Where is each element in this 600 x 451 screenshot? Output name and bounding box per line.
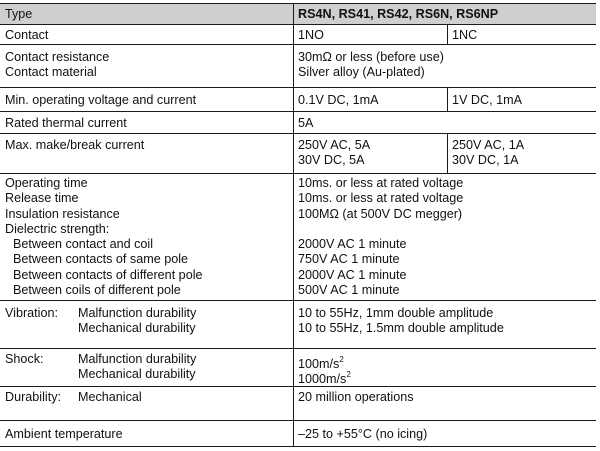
shock-values	[298, 352, 351, 387]
max-current-no-ac: 250V AC, 5A	[298, 138, 371, 152]
resistance-value	[298, 50, 444, 81]
release-time-label: Release time	[5, 191, 79, 206]
durability-value: 20 million operations	[298, 390, 414, 404]
row-min-voltage	[0, 87, 596, 112]
row-contact	[0, 24, 596, 45]
contact-resistance-label: Contact resistance	[5, 50, 110, 64]
divider	[293, 25, 294, 45]
contact-material-label: Contact material	[5, 65, 97, 80]
insulation-label: Insulation resistance	[5, 206, 120, 221]
row-electrical	[0, 173, 596, 301]
min-voltage-no: 0.1V DC, 1mA	[298, 93, 379, 107]
divider	[293, 387, 294, 421]
max-current-nc	[452, 138, 524, 169]
divider	[293, 45, 294, 88]
electrical-labels	[5, 176, 203, 298]
type-label: Type	[5, 7, 33, 21]
max-current-nc-ac: 250V AC, 1A	[452, 138, 525, 152]
dielectric-diff-pole-label: Between contacts of different pole	[13, 267, 203, 282]
row-max-current	[0, 133, 596, 174]
contact-label: Contact	[5, 28, 49, 42]
contact-material-value: Silver alloy (Au-plated)	[298, 65, 425, 80]
ambient-label: Ambient temperature	[5, 427, 123, 441]
min-voltage-label: Min. operating voltage and current	[5, 93, 197, 107]
divider	[447, 25, 448, 45]
contact-nc: 1NC	[452, 28, 478, 42]
contact-resistance-value: 30mΩ or less (before use)	[298, 50, 444, 64]
operating-time-label: Operating time	[5, 176, 88, 190]
divider	[293, 421, 294, 446]
dielectric-value	[298, 222, 463, 237]
row-vibration	[0, 300, 596, 349]
divider	[293, 4, 294, 25]
electrical-values	[298, 176, 463, 298]
dielectric-same-pole-value: 750V AC 1 minute	[298, 252, 400, 267]
max-current-nc-dc: 30V DC, 1A	[452, 153, 519, 168]
row-shock	[0, 348, 596, 387]
vibration-malfunction-label: Malfunction durability	[78, 306, 197, 320]
vibration-mechanical-value: 10 to 55Hz, 1.5mm double amplitude	[298, 321, 504, 336]
divider	[293, 174, 294, 301]
divider	[447, 134, 448, 174]
dielectric-coils-label: Between coils of different pole	[13, 283, 181, 298]
vibration-label: Vibration:	[5, 306, 58, 320]
row-type	[0, 3, 596, 25]
exponent: 2	[346, 370, 351, 380]
resistance-label	[5, 50, 109, 81]
row-ambient	[0, 420, 596, 447]
vibration-mechanical-label: Mechanical durability	[78, 321, 196, 336]
vibration-malfunction-value: 10 to 55Hz, 1mm double amplitude	[298, 306, 494, 320]
thermal-label: Rated thermal current	[5, 116, 127, 130]
dielectric-contact-coil-value: 2000V AC 1 minute	[298, 237, 407, 252]
shock-malfunction-label: Malfunction durability	[78, 352, 197, 366]
row-durability	[0, 386, 596, 421]
operating-time-value: 10ms. or less at rated voltage	[298, 176, 464, 190]
divider	[293, 301, 294, 349]
divider	[293, 349, 294, 387]
dielectric-diff-pole-value: 2000V AC 1 minute	[298, 267, 407, 282]
ambient-value: –25 to +55°C (no icing)	[298, 427, 428, 441]
shock-malfunction-value: $100m/s^2$	[298, 355, 344, 371]
divider	[293, 134, 294, 174]
row-thermal	[0, 111, 596, 134]
divider	[447, 88, 448, 112]
shock-label: Shock:	[5, 352, 44, 366]
durability-sublabel: Mechanical	[78, 390, 142, 404]
row-resistance	[0, 44, 596, 88]
dielectric-contact-coil-label: Between contact and coil	[13, 237, 154, 252]
max-current-label: Max. make/break current	[5, 138, 145, 152]
shock-mechanical-value: $1000m/s^2$	[298, 370, 351, 387]
release-time-value: 10ms. or less at rated voltage	[298, 191, 464, 206]
thermal-value: 5A	[298, 116, 314, 130]
exponent: 2	[339, 355, 344, 364]
dielectric-same-pole-label: Between contacts of same pole	[13, 252, 189, 267]
divider	[293, 112, 294, 134]
divider	[293, 88, 294, 112]
dielectric-label: Dielectric strength:	[5, 221, 110, 236]
insulation-value: 100MΩ (at 500V DC megger)	[298, 206, 463, 221]
contact-no: 1NO	[298, 28, 324, 42]
shock-sublabels	[78, 352, 196, 383]
durability-label: Durability:	[5, 390, 61, 404]
shock-mechanical-label: Mechanical durability	[78, 367, 196, 382]
max-current-no	[298, 138, 370, 169]
vibration-values	[298, 306, 504, 337]
vibration-sublabels	[78, 306, 196, 337]
max-current-no-dc: 30V DC, 5A	[298, 153, 365, 168]
models-value: RS4N, RS41, RS42, RS6N, RS6NP	[298, 7, 499, 21]
min-voltage-nc: 1V DC, 1mA	[452, 93, 522, 107]
dielectric-coils-value: 500V AC 1 minute	[298, 283, 400, 298]
